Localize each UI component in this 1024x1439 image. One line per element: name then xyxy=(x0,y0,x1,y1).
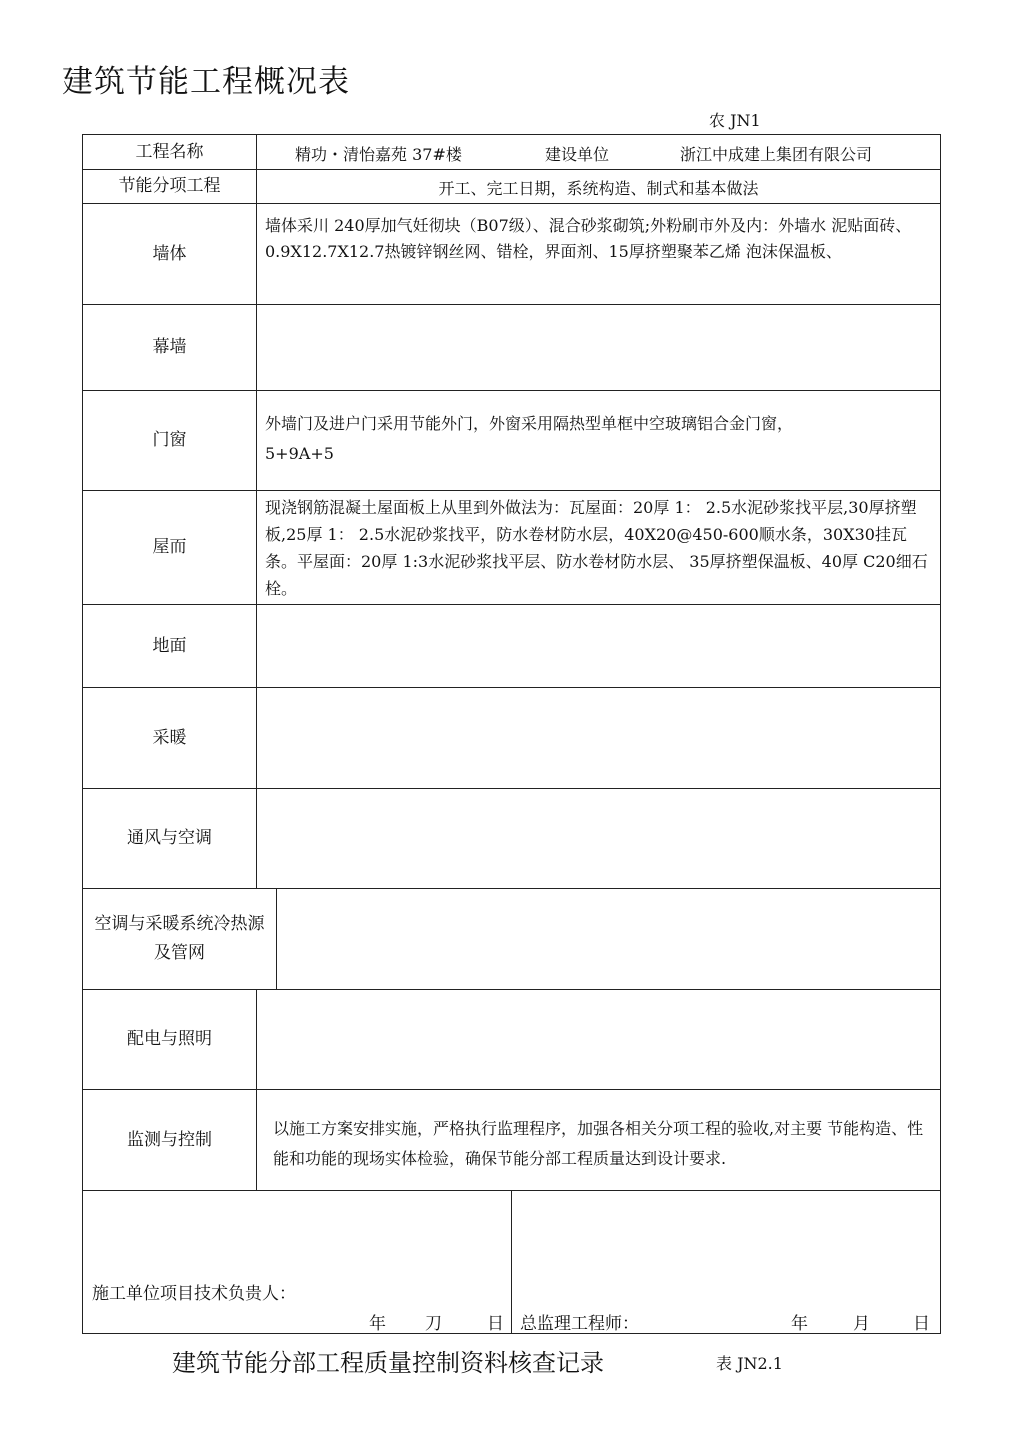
page-title: 建筑节能工程概况表 xyxy=(62,64,350,100)
row-wall xyxy=(83,204,940,305)
row-content xyxy=(257,889,940,989)
row-electrical-lighting xyxy=(83,990,940,1090)
form-code: 农 JN1 xyxy=(709,111,761,130)
right-month: 月 xyxy=(853,1314,870,1334)
signature-block xyxy=(83,1191,940,1333)
row-content-line: 外墙门及进户门采用节能外门，外窗采用隔热型单框中空玻璃铝合金门窗， xyxy=(265,414,794,433)
row-content xyxy=(257,688,940,788)
project-name-value: 精功・清怡嘉苑 37#楼 xyxy=(295,145,462,164)
left-year: 年 xyxy=(369,1314,386,1334)
row-content xyxy=(257,391,940,490)
row-content xyxy=(257,305,940,390)
row-curtain-wall xyxy=(83,305,940,391)
row-label: 配电与照明 xyxy=(83,990,257,1089)
overview-form xyxy=(82,134,941,1334)
content-header: 开工、完工日期，系统构造、制式和基本做法 xyxy=(438,179,759,198)
row-label: 墙体 xyxy=(83,204,257,304)
chief-supervisor-label: 总监理工程师： xyxy=(520,1314,639,1334)
row-hvac-source xyxy=(83,889,940,990)
row-label: 通风与空调 xyxy=(83,789,257,888)
row-floor xyxy=(83,605,940,688)
left-month: 刀 xyxy=(425,1314,442,1334)
row-content-line: 5+9A+5 xyxy=(265,444,334,463)
row-heating xyxy=(83,688,940,789)
row-label: 采暖 xyxy=(83,688,257,788)
row-content: 以施工方案安排实施，严格执行监理程序，加强各相关分项工程的验收,对主要 节能构造、性能和功能的现场实体检验，确保节能分部工程质量达到设计要求. xyxy=(273,1119,924,1168)
row-content xyxy=(257,789,940,888)
row-roof xyxy=(83,491,940,605)
row-content: 墙体采川 240厚加气妊彻块（B07级）、混合砂浆砌筑;外粉刷市外及内：外墙水 泥贴面砖、0.9X12.7X12.7热镀锌钢丝网、错栓，界面剂、15厚挤塑聚苯乙烯 泡沫保温板、 xyxy=(265,216,912,261)
row-label: 幕墙 xyxy=(83,305,257,390)
header-row xyxy=(83,135,940,170)
next-table-title: 建筑节能分部工程质量控制资料核查记录 xyxy=(172,1349,604,1377)
right-day: 日 xyxy=(913,1314,930,1334)
row-doors-windows xyxy=(83,391,940,491)
row-content xyxy=(257,605,940,687)
row-label: 空调与采暖系统冷热源及管网 xyxy=(83,889,277,989)
contractor-tech-lead-label: 施工单位项目技术负贵人： xyxy=(92,1284,296,1304)
row-label: 门窗 xyxy=(83,391,257,490)
row-ventilation xyxy=(83,789,940,889)
signature-divider xyxy=(511,1191,512,1333)
row-content xyxy=(257,990,940,1089)
row-label: 屋而 xyxy=(83,491,257,604)
builder-value: 浙江中成建上集团有限公司 xyxy=(680,145,873,164)
right-year: 年 xyxy=(791,1314,808,1334)
project-name-label: 工程名称 xyxy=(83,135,257,169)
item-label: 节能分项工程 xyxy=(83,170,257,203)
builder-label: 建设单位 xyxy=(545,145,610,164)
row-monitoring-control xyxy=(83,1090,940,1191)
next-table-code: 表 JN2.1 xyxy=(716,1354,783,1373)
left-day: 日 xyxy=(487,1314,504,1334)
row-label: 地面 xyxy=(83,605,257,687)
row-content: 现浇钢筋混凝土屋面板上从里到外做法为：瓦屋面：20厚 1： 2.5水泥砂浆找平层,30厚挤塑板,25厚 1： 2.5水泥砂浆找平，防水卷材防水层，40X20@450-600顺水条，30X30挂瓦条。平屋面：20厚 1:3水泥砂浆找平层、防水卷材防水层、 35厚挤塑保温板、40厚 C20细石栓。 xyxy=(265,498,928,598)
subheader-row xyxy=(83,170,940,204)
row-label: 监测与控制 xyxy=(83,1090,257,1190)
